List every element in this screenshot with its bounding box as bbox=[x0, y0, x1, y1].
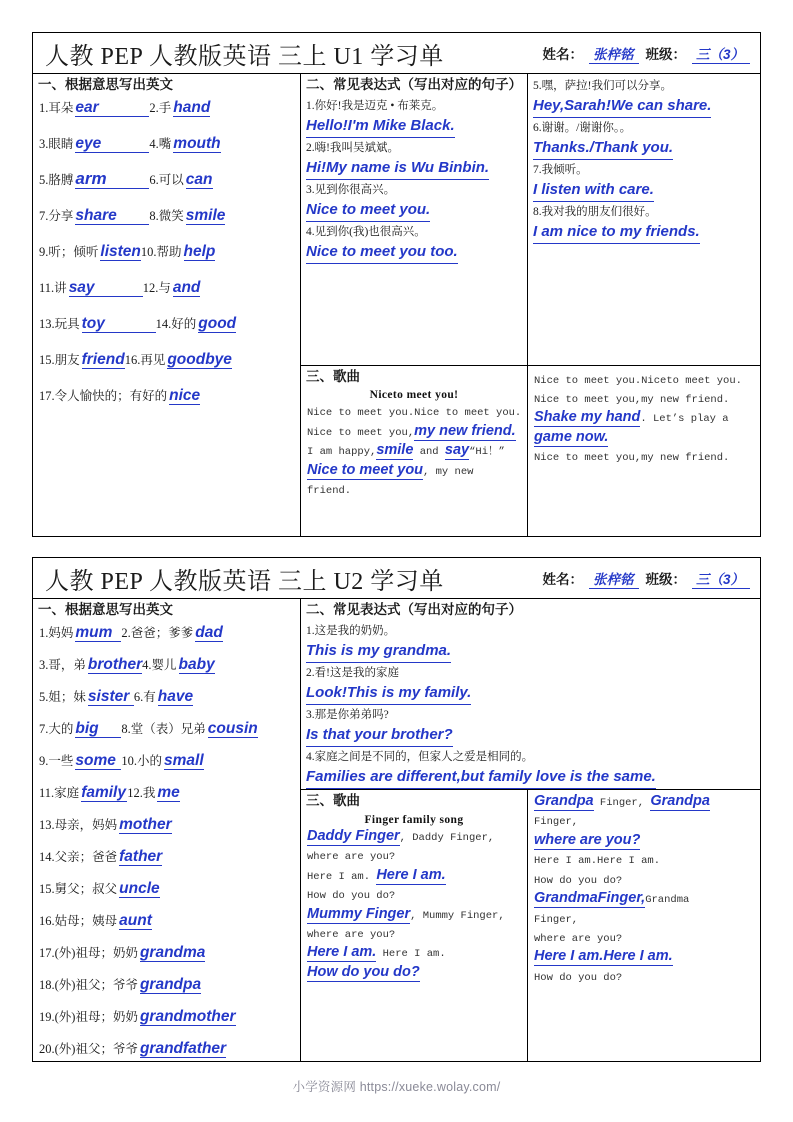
expression-chinese: 3.那是你弟弟吗? bbox=[306, 708, 389, 721]
song-line bbox=[307, 965, 522, 984]
vocab-number: 3. bbox=[39, 136, 49, 151]
song-answer[interactable]: smile bbox=[376, 442, 414, 459]
vocab-number: 19. bbox=[39, 1009, 55, 1024]
song-answer[interactable]: Nice to meet you bbox=[307, 461, 424, 478]
vocab-number: 5. bbox=[39, 172, 49, 187]
vocab-number: 10. bbox=[121, 753, 138, 768]
vocab-answer[interactable]: some bbox=[75, 753, 121, 770]
expression-item bbox=[306, 224, 523, 266]
vocab-chinese: 婴儿 bbox=[151, 657, 177, 672]
song-line bbox=[534, 813, 755, 832]
expression-chinese: 2.看!这是我的家庭 bbox=[306, 666, 399, 679]
song-printed-text: Here I am.Here I am. bbox=[534, 855, 661, 868]
vocab-row bbox=[39, 134, 295, 170]
section-1-heading: 一、根据意思写出英文 bbox=[38, 602, 173, 617]
vocab-number: 14. bbox=[155, 316, 172, 331]
song-line bbox=[534, 833, 755, 852]
vocab-row bbox=[39, 386, 295, 422]
song-line bbox=[534, 872, 755, 891]
expression-item bbox=[306, 623, 756, 665]
vocab-chinese: (外)祖父；爷爷 bbox=[54, 1041, 138, 1056]
vocab-chinese: 朋友 bbox=[54, 352, 80, 367]
vocab-number: 12. bbox=[142, 280, 159, 295]
name-label: 姓名： bbox=[542, 572, 583, 587]
page-title: 人教 PEP 人教版英语 三上 U1 学习单 bbox=[45, 43, 444, 70]
vocab-number: 11. bbox=[39, 280, 55, 295]
song-line bbox=[534, 449, 755, 468]
song-line bbox=[307, 404, 522, 423]
song-line bbox=[534, 794, 755, 813]
song-line bbox=[307, 926, 522, 945]
vocab-row bbox=[39, 975, 295, 1007]
song-line bbox=[307, 907, 522, 926]
vocab-chinese: 听；倾听 bbox=[48, 244, 99, 259]
vocab-number: 6. bbox=[149, 172, 159, 187]
expressions-full-cell bbox=[301, 599, 760, 789]
vocab-chinese: 好的 bbox=[171, 316, 197, 331]
expressions-and-song-column bbox=[301, 74, 760, 536]
vocab-chinese: (外)祖父；爷爷 bbox=[54, 977, 138, 992]
vocab-number: 15. bbox=[39, 352, 55, 367]
expression-chinese: 3.见到你很高兴。 bbox=[306, 183, 396, 196]
vocab-answer[interactable]: father bbox=[119, 847, 163, 865]
vocab-chinese: 舅父；叔父 bbox=[54, 881, 118, 896]
song-line bbox=[307, 868, 522, 887]
vocabulary-column bbox=[33, 599, 301, 1061]
song-printed-text: How do you do? bbox=[534, 874, 623, 887]
vocab-answer[interactable]: big bbox=[75, 721, 121, 738]
song-line bbox=[307, 463, 522, 502]
expression-answer[interactable]: Look!This is my family. bbox=[306, 682, 471, 705]
vocab-chinese: 胳膊 bbox=[48, 172, 74, 187]
section-3-heading: 三、歌曲 bbox=[306, 793, 360, 808]
song-line bbox=[307, 829, 522, 848]
expressions-list bbox=[301, 621, 760, 791]
expression-item bbox=[306, 140, 523, 182]
song-lyrics-right bbox=[528, 366, 760, 469]
expression-chinese: 5.嘿，萨拉!我们可以分享。 bbox=[533, 80, 672, 92]
expression-item bbox=[533, 120, 756, 162]
expression-item bbox=[533, 204, 756, 246]
vocab-row bbox=[39, 206, 295, 242]
song-printed-text: “Hi！” bbox=[469, 446, 505, 459]
sheet-body bbox=[33, 74, 760, 536]
song-line bbox=[307, 848, 522, 867]
song-printed-text: , my new friend. bbox=[307, 465, 474, 498]
song-printed-text: Nice to meet you.Niceto meet you. bbox=[534, 374, 742, 387]
vocab-number: 17. bbox=[39, 388, 55, 403]
vocab-number: 8. bbox=[149, 208, 159, 223]
student-meta bbox=[444, 43, 760, 64]
expression-answer[interactable]: Hey,Sarah!We can share. bbox=[533, 95, 711, 118]
vocab-chinese: 分享 bbox=[48, 208, 74, 223]
vocab-answer[interactable]: ear bbox=[75, 100, 149, 117]
vocab-number: 17. bbox=[39, 945, 55, 960]
sheet-body bbox=[33, 599, 760, 1061]
song-printed-text: Nice to meet you.Nice to meet you. bbox=[307, 407, 522, 420]
vocab-row bbox=[39, 719, 295, 751]
song-printed-text: . Let’s play a bbox=[640, 413, 729, 426]
expression-answer[interactable]: Families are different,but family love is the same. bbox=[306, 766, 656, 789]
vocab-row bbox=[39, 623, 295, 655]
song-lyrics-left bbox=[301, 403, 527, 501]
expression-chinese: 8.我对我的朋友们很好。 bbox=[533, 206, 657, 218]
sheet-title-row bbox=[33, 33, 760, 74]
song-printed-text: Nice to meet you, bbox=[307, 426, 415, 439]
vocab-chinese: 一些 bbox=[48, 753, 74, 768]
vocab-row bbox=[39, 242, 295, 278]
class-label: 班级： bbox=[645, 572, 686, 587]
vocab-answer[interactable]: and bbox=[172, 278, 201, 296]
expressions-list-right bbox=[528, 74, 760, 246]
vocab-chinese: 大的 bbox=[48, 721, 74, 736]
expressions-split bbox=[301, 74, 760, 365]
vocab-chinese: 小的 bbox=[137, 753, 163, 768]
vocab-number: 13. bbox=[39, 316, 55, 331]
vocab-answer[interactable]: mouth bbox=[173, 134, 221, 152]
song-printed-text: Finger, bbox=[534, 816, 579, 829]
vocab-chinese: 眼睛 bbox=[48, 136, 74, 151]
expression-item bbox=[306, 98, 523, 140]
section-3-heading: 三、歌曲 bbox=[306, 368, 360, 384]
expression-answer[interactable]: Nice to meet you too. bbox=[306, 241, 458, 264]
song-printed-text: How do you do? bbox=[534, 971, 623, 984]
vocab-number: 9. bbox=[39, 753, 49, 768]
expressions-and-song-column bbox=[301, 599, 760, 1061]
song-answer[interactable]: game now. bbox=[534, 428, 609, 445]
vocab-chinese: 手 bbox=[158, 100, 172, 115]
vocab-answer[interactable]: brother bbox=[87, 655, 143, 673]
song-left-cell bbox=[301, 790, 528, 1061]
song-printed-text: , Daddy Finger, bbox=[399, 831, 495, 844]
song-lyrics-right bbox=[528, 790, 760, 988]
vocab-answer[interactable]: friend bbox=[81, 350, 125, 368]
vocab-row bbox=[39, 98, 295, 134]
expressions-right-cell bbox=[528, 74, 760, 365]
song-answer[interactable]: Shake my hand bbox=[534, 409, 641, 426]
song-printed-text: where are you? bbox=[307, 928, 396, 941]
expression-answer[interactable]: Nice to meet you. bbox=[306, 199, 430, 222]
expression-answer[interactable]: Hello!I'm Mike Black. bbox=[306, 115, 455, 138]
sheet-title-row bbox=[33, 558, 760, 599]
vocab-answer[interactable]: cousin bbox=[207, 719, 258, 737]
expression-answer[interactable]: Thanks./Thank you. bbox=[533, 137, 673, 160]
vocab-answer[interactable]: say bbox=[69, 280, 143, 297]
vocab-chinese: 讲 bbox=[54, 280, 67, 295]
song-printed-text: How do you do? bbox=[307, 890, 396, 903]
vocab-number: 18. bbox=[39, 977, 55, 992]
vocab-answer[interactable]: listen bbox=[100, 242, 141, 260]
vocab-answer[interactable]: grandma bbox=[139, 943, 206, 961]
song-right-cell bbox=[528, 366, 760, 537]
student-meta bbox=[444, 568, 760, 589]
section-1-heading: 一、根据意思写出英文 bbox=[38, 77, 173, 92]
vocab-chinese: 有 bbox=[143, 689, 156, 704]
worksheet-u2 bbox=[32, 557, 761, 1062]
song-line bbox=[307, 424, 522, 443]
song-right-cell bbox=[528, 790, 760, 1061]
song-answer[interactable]: GrandmaFinger, bbox=[534, 890, 646, 907]
vocab-number: 10. bbox=[140, 244, 157, 259]
song-line bbox=[307, 443, 522, 462]
song-answer[interactable]: Grandpa bbox=[650, 793, 710, 809]
vocab-answer[interactable]: grandmother bbox=[139, 1007, 236, 1025]
vocab-row bbox=[39, 1039, 295, 1071]
song-answer[interactable]: Here I am. bbox=[376, 866, 446, 883]
expression-answer[interactable]: I am nice to my friends. bbox=[533, 221, 700, 244]
vocab-row bbox=[39, 314, 295, 350]
vocab-chinese: 可以 bbox=[158, 172, 184, 187]
vocab-answer[interactable]: share bbox=[75, 208, 149, 225]
vocab-chinese: 令人愉快的；有好的 bbox=[54, 388, 168, 403]
vocab-chinese: 妈妈 bbox=[48, 625, 74, 640]
vocab-number: 1. bbox=[39, 625, 49, 640]
vocab-chinese: 玩具 bbox=[54, 316, 80, 331]
song-printed-text: Grandma bbox=[645, 894, 690, 907]
expressions-left-cell bbox=[301, 74, 528, 365]
expression-chinese: 6.谢谢。/谢谢你。。 bbox=[533, 122, 632, 134]
expression-item bbox=[306, 707, 756, 749]
vocab-answer[interactable]: mother bbox=[119, 815, 172, 833]
vocab-answer[interactable]: baby bbox=[178, 655, 215, 673]
song-printed-text: I am happy, bbox=[307, 446, 377, 459]
vocab-row bbox=[39, 170, 295, 206]
vocab-answer[interactable]: small bbox=[164, 751, 204, 769]
class-field[interactable]: 三（3） bbox=[692, 568, 750, 589]
song-line bbox=[534, 911, 755, 930]
song-printed-text: Finger, bbox=[593, 797, 651, 809]
page-title: 人教 PEP 人教版英语 三上 U2 学习单 bbox=[45, 568, 444, 595]
song-line bbox=[534, 410, 755, 449]
song-answer[interactable]: Daddy Finger bbox=[307, 827, 400, 844]
vocab-chinese: 我 bbox=[142, 785, 156, 800]
vocab-number: 1. bbox=[39, 100, 49, 115]
class-label: 班级： bbox=[645, 47, 686, 62]
song-line bbox=[534, 949, 755, 968]
song-printed-text: where are you? bbox=[307, 851, 396, 864]
vocab-chinese: 爸爸；爹爹 bbox=[130, 625, 194, 640]
vocab-number: 11. bbox=[39, 785, 55, 800]
vocab-number: 15. bbox=[39, 881, 55, 896]
vocab-answer[interactable]: help bbox=[183, 242, 216, 260]
vocab-number: 14. bbox=[39, 849, 55, 864]
song-line bbox=[534, 891, 755, 910]
song-printed-text: and bbox=[413, 446, 445, 459]
expression-item bbox=[306, 182, 523, 224]
vocab-answer[interactable]: aunt bbox=[119, 911, 152, 929]
vocab-number: 2. bbox=[121, 625, 131, 640]
vocab-chinese: 父亲；爸爸 bbox=[54, 849, 118, 864]
vocab-row bbox=[39, 879, 295, 911]
song-split bbox=[301, 789, 760, 1061]
vocab-number: 12. bbox=[127, 785, 143, 800]
vocab-answer[interactable]: nice bbox=[169, 386, 201, 404]
song-printed-text: where are you? bbox=[534, 932, 623, 945]
song-line bbox=[307, 887, 522, 906]
song-printed-text: Finger, bbox=[534, 913, 579, 926]
vocab-row bbox=[39, 751, 295, 783]
song-split bbox=[301, 365, 760, 537]
vocab-answer[interactable]: smile bbox=[185, 206, 226, 224]
song-left-cell bbox=[301, 366, 528, 537]
vocab-answer[interactable]: can bbox=[185, 170, 213, 188]
vocab-number: 4. bbox=[149, 136, 159, 151]
vocab-chinese: (外)祖母；奶奶 bbox=[54, 945, 138, 960]
vocab-number: 7. bbox=[39, 721, 49, 736]
expression-answer[interactable]: Is that your brother? bbox=[306, 724, 453, 747]
vocab-number: 20. bbox=[39, 1041, 55, 1056]
vocab-answer[interactable]: grandfather bbox=[139, 1039, 227, 1057]
vocab-number: 7. bbox=[39, 208, 49, 223]
vocabulary-column bbox=[33, 74, 301, 536]
vocabulary-list bbox=[33, 96, 300, 422]
vocab-chinese: 与 bbox=[158, 280, 171, 295]
vocab-answer[interactable]: family bbox=[81, 783, 126, 801]
vocab-row bbox=[39, 278, 295, 314]
song-printed-text: Here I am. bbox=[307, 870, 377, 883]
song-line bbox=[534, 852, 755, 871]
song-printed-text: Nice to meet you,my new friend. bbox=[534, 393, 730, 406]
vocab-row bbox=[39, 350, 295, 386]
vocab-chinese: 微笑 bbox=[158, 208, 184, 223]
expression-item bbox=[306, 665, 756, 707]
vocab-number: 16. bbox=[124, 352, 141, 367]
vocab-answer[interactable]: eye bbox=[75, 136, 149, 153]
vocab-number: 16. bbox=[39, 913, 55, 928]
section-2-heading: 二、常见表达式（写出对应的句子） bbox=[306, 602, 522, 617]
expression-item bbox=[533, 162, 756, 204]
vocab-number: 2. bbox=[149, 100, 159, 115]
vocab-chinese: 嘴 bbox=[158, 136, 172, 151]
expression-answer[interactable]: Hi!My name is Wu Binbin. bbox=[306, 157, 489, 180]
vocab-answer[interactable]: grandpa bbox=[139, 975, 202, 993]
vocab-chinese: 母亲，妈妈 bbox=[54, 817, 118, 832]
class-field[interactable]: 三（3） bbox=[692, 43, 750, 64]
expression-chinese: 4.见到你(我)也很高兴。 bbox=[306, 225, 426, 238]
vocab-number: 8. bbox=[121, 721, 131, 736]
vocab-answer[interactable]: uncle bbox=[119, 879, 160, 897]
song-title: Finger family song bbox=[364, 813, 464, 826]
vocab-row bbox=[39, 783, 295, 815]
song-line bbox=[534, 969, 755, 988]
vocab-answer[interactable]: good bbox=[198, 314, 237, 332]
watermark: 小学资源网 https://xueke.wolay.com/ bbox=[292, 1080, 501, 1094]
vocab-chinese: 哥，弟 bbox=[48, 657, 86, 672]
vocab-answer[interactable]: mum bbox=[75, 625, 121, 642]
song-answer[interactable]: say bbox=[444, 442, 470, 459]
song-answer[interactable]: where are you? bbox=[534, 831, 641, 848]
vocab-number: 3. bbox=[39, 657, 49, 672]
vocab-chinese: 再见 bbox=[140, 352, 166, 367]
expression-item bbox=[533, 78, 756, 120]
vocab-number: 13. bbox=[39, 817, 55, 832]
vocab-number: 6. bbox=[133, 689, 144, 704]
expression-chinese: 7.我倾听。 bbox=[533, 164, 588, 176]
expression-chinese: 1.这是我的奶奶。 bbox=[306, 624, 396, 637]
expression-answer[interactable]: This is my grandma. bbox=[306, 640, 451, 663]
vocab-chinese: (外)祖母；奶奶 bbox=[54, 1009, 138, 1024]
vocab-answer[interactable]: hand bbox=[173, 98, 211, 116]
vocab-chinese: 帮助 bbox=[156, 244, 182, 259]
song-title: Niceto meet you! bbox=[369, 389, 459, 402]
vocab-answer[interactable]: dad bbox=[195, 623, 223, 641]
name-field[interactable]: 张梓铭 bbox=[589, 568, 640, 589]
song-answer[interactable]: Here I am. bbox=[307, 944, 377, 961]
vocab-chinese: 家庭 bbox=[54, 785, 80, 800]
vocab-answer[interactable]: toy bbox=[82, 316, 156, 333]
expression-answer[interactable]: I listen with care. bbox=[533, 179, 654, 202]
vocab-row bbox=[39, 911, 295, 943]
song-answer[interactable]: Mummy Finger bbox=[307, 905, 411, 922]
song-line bbox=[534, 930, 755, 949]
vocab-row bbox=[39, 1007, 295, 1039]
song-answer[interactable]: Here I am.Here I am. bbox=[534, 948, 673, 965]
song-line bbox=[534, 391, 755, 410]
vocab-answer[interactable]: have bbox=[157, 687, 194, 705]
vocab-answer[interactable]: sister bbox=[88, 689, 134, 706]
song-printed-text: Here I am. bbox=[376, 948, 446, 961]
vocab-number: 5. bbox=[39, 689, 49, 704]
expressions-list-left bbox=[301, 96, 527, 266]
expression-chinese: 1.你好!我是迈克 • 布莱克。 bbox=[306, 99, 444, 112]
expression-chinese: 2.嗨!我叫吴斌斌。 bbox=[306, 141, 399, 154]
name-field[interactable]: 张梓铭 bbox=[589, 43, 640, 64]
song-printed-text: Nice to meet you,my new friend. bbox=[534, 452, 730, 465]
vocab-row bbox=[39, 943, 295, 975]
song-line bbox=[307, 945, 522, 964]
vocab-number: 4. bbox=[142, 657, 152, 672]
vocab-answer[interactable]: goodbye bbox=[167, 350, 232, 368]
song-answer[interactable]: my new friend. bbox=[414, 422, 516, 439]
song-printed-text: , Mummy Finger, bbox=[410, 909, 505, 922]
vocab-row bbox=[39, 815, 295, 847]
song-lyrics-left bbox=[301, 828, 527, 984]
vocab-row bbox=[39, 847, 295, 879]
expression-item bbox=[306, 749, 756, 791]
song-line bbox=[534, 372, 755, 391]
vocab-row bbox=[39, 687, 295, 719]
vocab-answer[interactable]: me bbox=[157, 783, 180, 801]
worksheet-u1 bbox=[32, 32, 761, 537]
song-answer[interactable]: How do you do? bbox=[307, 963, 420, 980]
vocab-chinese: 堂（表）兄弟 bbox=[130, 721, 206, 736]
vocab-chinese: 耳朵 bbox=[48, 100, 74, 115]
expression-chinese: 4.家庭之间是不同的，但家人之爱是相同的。 bbox=[306, 750, 534, 763]
vocab-chinese: 姑母；姨母 bbox=[54, 913, 118, 928]
vocab-number: 9. bbox=[39, 244, 49, 259]
vocab-chinese: 姐；妹 bbox=[48, 689, 86, 704]
section-2-heading: 二、常见表达式（写出对应的句子） bbox=[306, 77, 522, 92]
vocab-answer[interactable]: arm bbox=[75, 170, 149, 189]
song-answer[interactable]: Grandpa bbox=[534, 793, 594, 809]
vocabulary-list bbox=[33, 621, 300, 1071]
name-label: 姓名： bbox=[542, 47, 583, 62]
vocab-row bbox=[39, 655, 295, 687]
